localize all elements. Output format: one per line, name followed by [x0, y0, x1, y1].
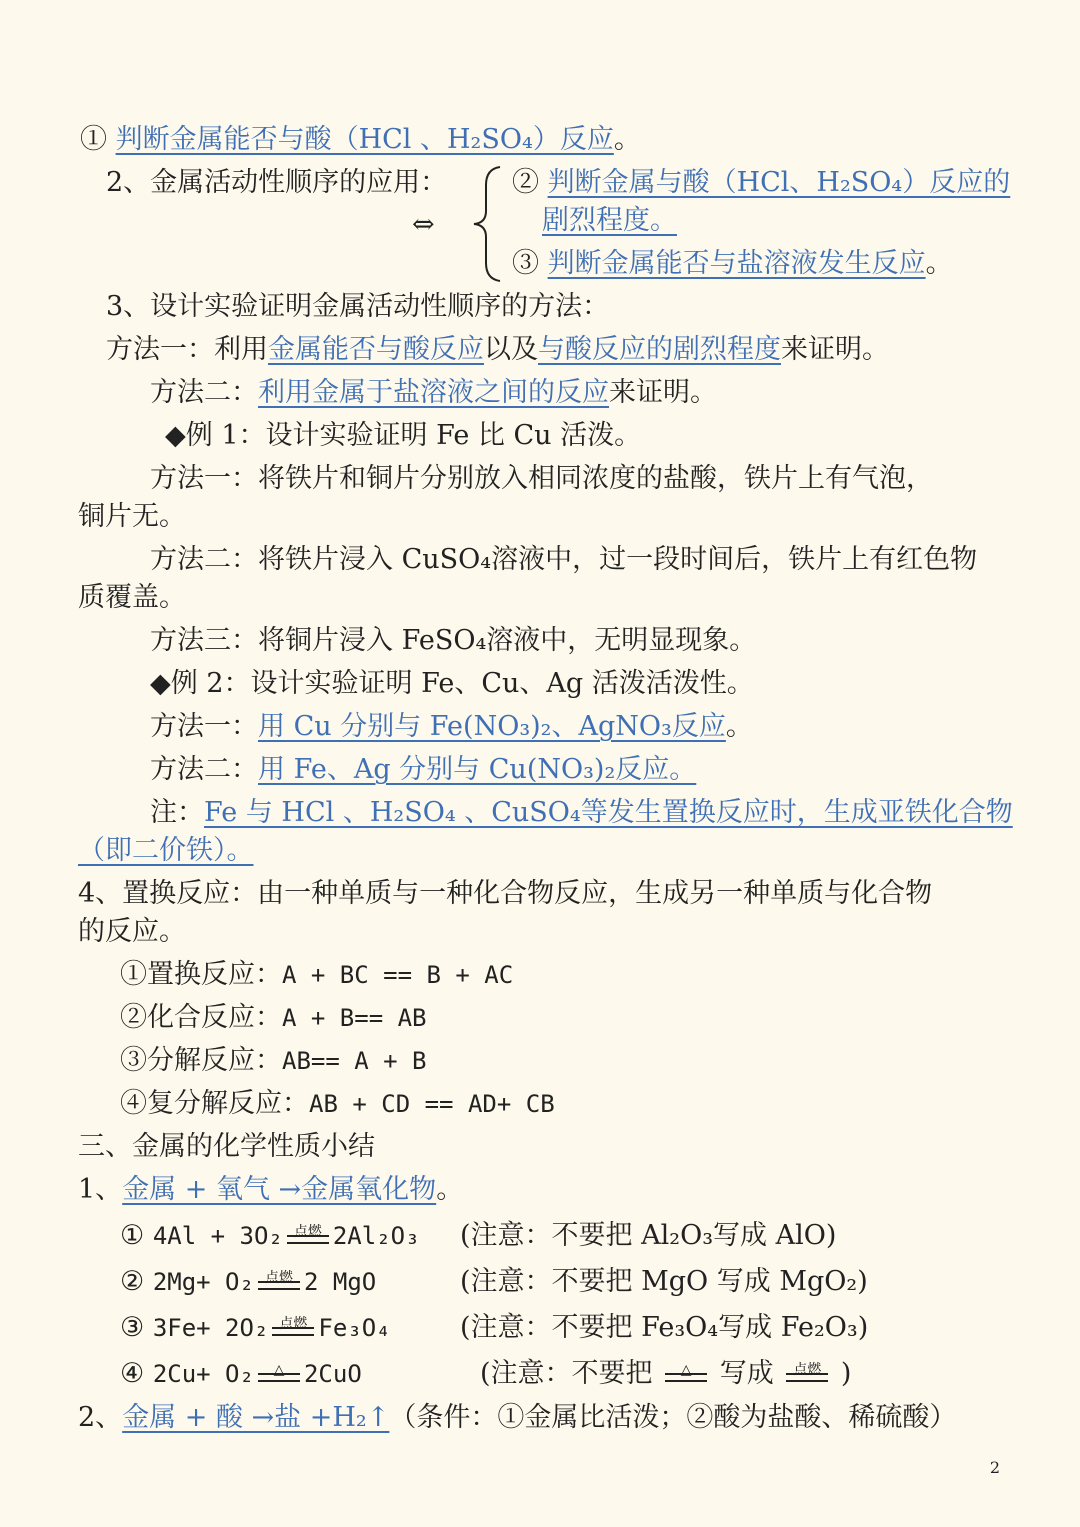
- page-number: 2: [989, 1458, 1000, 1477]
- method-2: 方法二：利用金属于盐溶液之间的反应来证明。: [150, 377, 717, 408]
- reaction-type-row: ③分解反应：AB== A + B: [120, 1045, 427, 1076]
- example-2-title: ◆例 2：设计实验证明 Fe、Cu、Ag 活泼活泼性。: [150, 668, 754, 699]
- example-1-title: ◆例 1：设计实验证明 Fe 比 Cu 活泼。: [165, 420, 642, 451]
- example-1-method-2: 方法二：将铁片浸入 CuSO₄溶液中，过一段时间后，铁片上有红色物: [150, 544, 978, 575]
- ignite-condition: 点燃: [285, 1225, 331, 1239]
- heat-condition: △: [663, 1363, 709, 1377]
- example-2-method-2: 方法二：用 Fe、Ag 分别与 Cu(NO₃)₂反应。: [150, 754, 697, 785]
- app1-text: 判断金属能否与酸（HCl 、H₂SO₄）反应: [115, 124, 614, 155]
- note: 注：Fe 与 HCl 、H₂SO₄ 、CuSO₄等发生置换反应时，生成亚铁化合物: [150, 797, 1013, 828]
- heat-condition: △: [256, 1363, 302, 1377]
- example-1-method-3: 方法三：将铜片浸入 FeSO₄溶液中，无明显现象。: [150, 625, 757, 656]
- reaction-type-row: ①置换反应：A + BC == B + AC: [120, 959, 514, 990]
- equation-note: (注意：不要把 Fe₃O₄写成 Fe₂O₃): [460, 1312, 869, 1343]
- example-2-method-1: 方法一：用 Cu 分别与 Fe(NO₃)₂、AgNO₃反应。: [150, 711, 753, 742]
- equation-row: ③ 3Fe+ 2O₂ 点燃 Fe₃O₄: [120, 1312, 391, 1343]
- application-2: ② 判断金属与酸（HCl、H₂SO₄）反应的: [512, 167, 1011, 198]
- ignite-condition: 点燃: [256, 1271, 302, 1285]
- reaction-type-row: ④复分解反应：AB + CD == AD+ CB: [120, 1088, 555, 1119]
- ignite-condition: 点燃: [784, 1363, 830, 1377]
- equation-note: (注意：不要把 MgO 写成 MgO₂): [460, 1266, 868, 1297]
- left-brace-icon: [470, 165, 508, 283]
- application-3: ③ 判断金属能否与盐溶液发生反应。: [512, 248, 953, 279]
- replace-definition: 4、置换反应：由一种单质与一种化合物反应，生成另一种单质与化合物: [78, 878, 933, 909]
- design-heading: 3、设计实验证明金属活动性顺序的方法：: [106, 291, 610, 322]
- application-2-cont: 剧烈程度。: [542, 205, 677, 236]
- iff-symbol: ⇔: [412, 209, 435, 240]
- example-1-method-1: 方法一：将铁片和铜片分别放入相同浓度的盐酸，铁片上有气泡，: [150, 463, 933, 494]
- item-2: 2、金属 + 酸 →盐 +H₂↑（条件：①金属比活泼；②酸为盐酸、稀硫酸）: [78, 1402, 957, 1433]
- equation-row: ② 2Mg+ O₂ 点燃 2 MgO: [120, 1266, 377, 1297]
- item-1: 1、金属 + 氧气 →金属氧化物。: [78, 1174, 464, 1205]
- circle-number: ①: [80, 124, 107, 155]
- equation-row: ④ 2Cu+ O₂ △ 2CuO: [120, 1358, 362, 1389]
- method-1: 方法一：利用金属能否与酸反应以及与酸反应的剧烈程度来证明。: [106, 334, 889, 365]
- equation-note: (注意：不要把 Al₂O₃写成 AlO): [460, 1220, 837, 1251]
- example-1-method-2-cont: 质覆盖。: [78, 582, 186, 613]
- example-1-method-1-cont: 铜片无。: [78, 501, 186, 532]
- replace-definition-cont: 的反应。: [78, 916, 186, 947]
- ignite-condition: 点燃: [270, 1317, 316, 1331]
- section-title: 三、金属的化学性质小结: [78, 1131, 375, 1162]
- application-1: ① 判断金属能否与酸（HCl 、H₂SO₄）反应。: [80, 124, 641, 155]
- note-cont: （即二价铁）。: [78, 835, 254, 866]
- reaction-type-row: ②化合反应：A + B== AB: [120, 1002, 427, 1033]
- application-heading: 2、金属活动性顺序的应用：: [106, 167, 448, 198]
- equation-note: (注意：不要把 △ 写成 点燃 ): [480, 1358, 852, 1389]
- equation-row: ① 4Al + 3O₂ 点燃 2Al₂O₃: [120, 1220, 420, 1251]
